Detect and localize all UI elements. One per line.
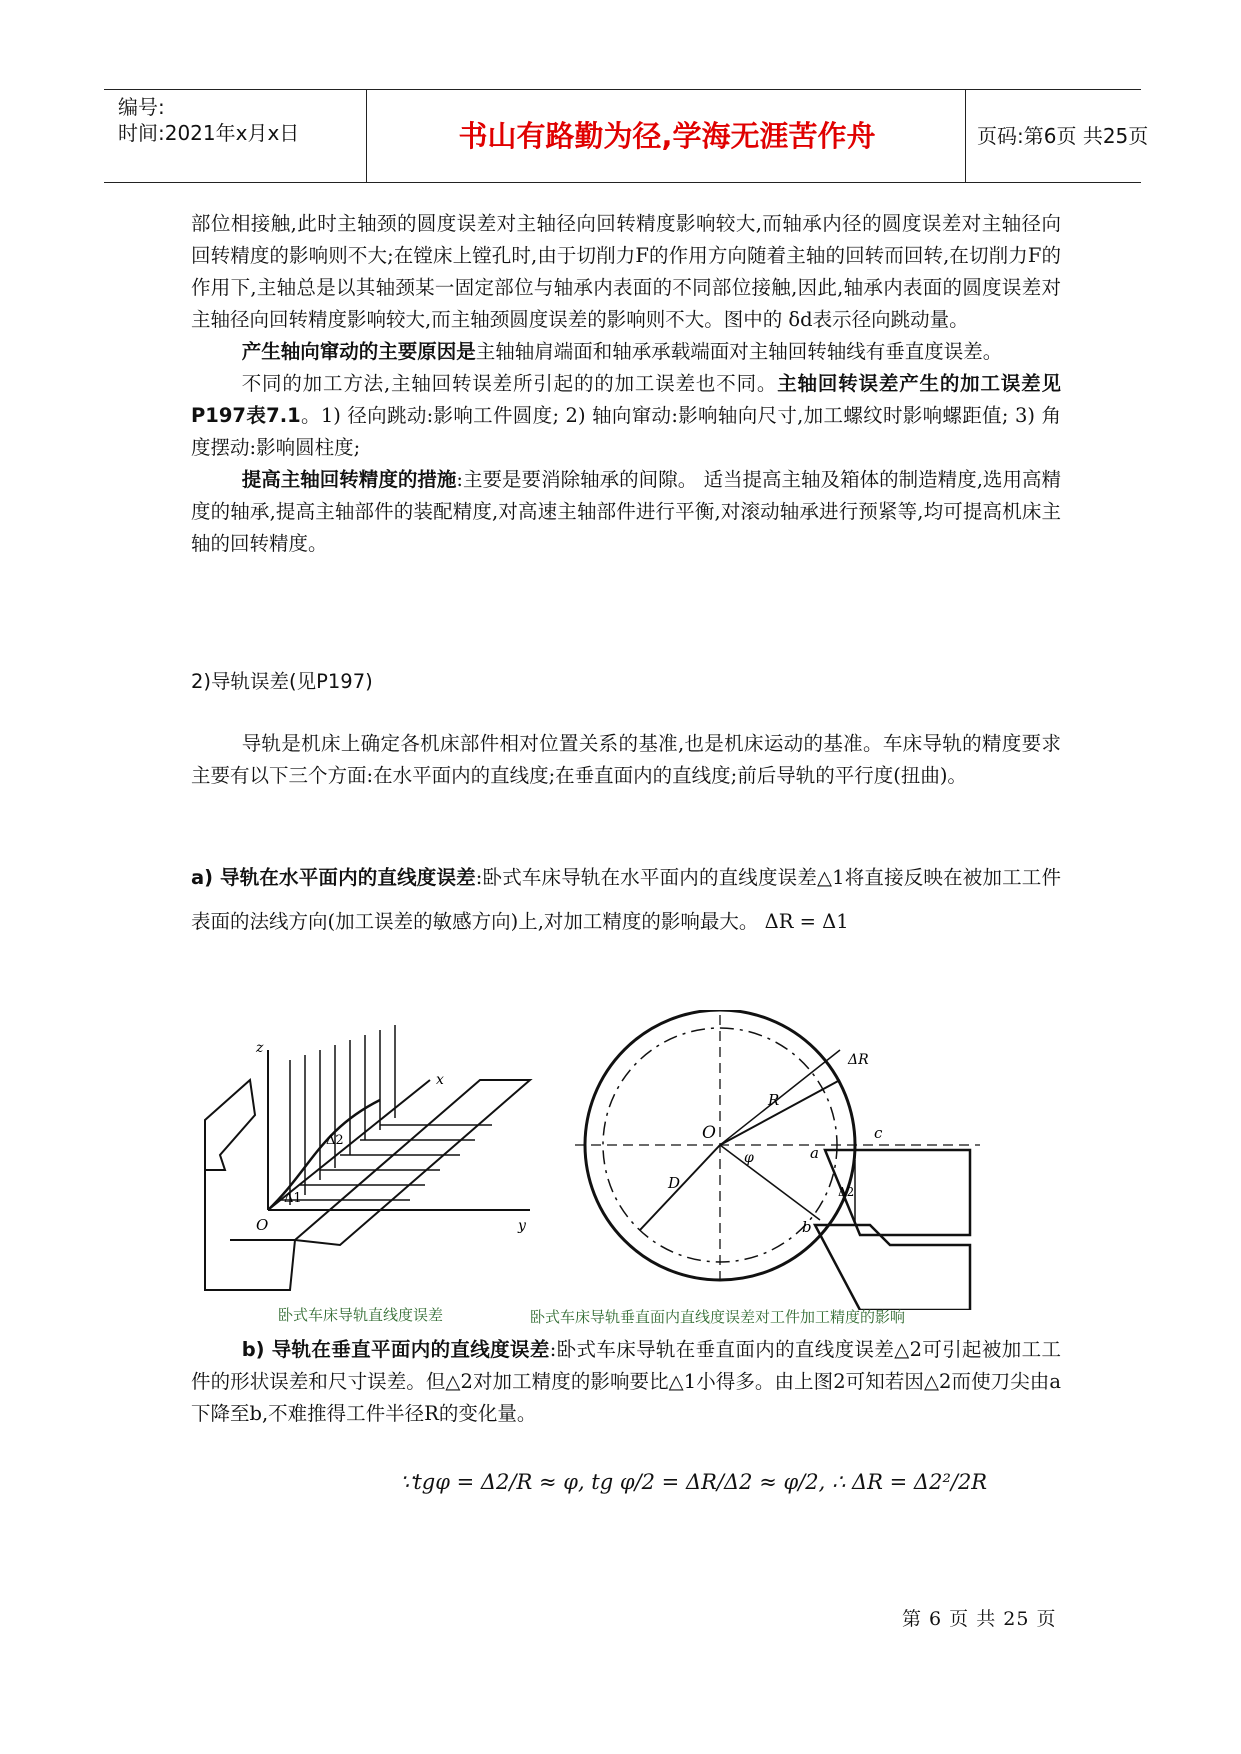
pb-label: b) 导轨在垂直平面内的直线度误差 (241, 1338, 550, 1361)
label-x: x (436, 1072, 444, 1088)
doc-time-label: 时间:2021年x月x日 (118, 121, 300, 145)
p2-rest: 主轴轴肩端面和轴承承载端面对主轴回转轴线有垂直度误差。 (475, 340, 1003, 363)
header-page-label: 页码:第6页 共25页 (977, 124, 1149, 148)
paragraph-5: 导轨是机床上确定各机床部件相对位置关系的基准,也是机床运动的基准。车床导轨的精度要求主要有以下三个方面:在水平面内的直线度;在垂直面内的直线度;前后导轨的平行度(扭曲)。 (191, 732, 1061, 787)
paragraph-2 (191, 336, 1061, 368)
radius-line-2 (720, 1050, 840, 1145)
label-d: D (668, 1174, 681, 1192)
phi-line (720, 1145, 820, 1220)
figure1-caption: 卧式车床导轨直线度误差 (278, 1306, 444, 1324)
paragraph-a (191, 856, 1061, 944)
figure-vertical-straightness (570, 1010, 990, 1310)
paragraph-b (191, 1334, 1061, 1430)
label-c: c (874, 1124, 883, 1142)
label-delta2b: Δ2 (838, 1185, 855, 1199)
label-dr: ΔR (848, 1052, 869, 1068)
paragraph-b-block (191, 1334, 1061, 1430)
paragraph-4 (191, 464, 1061, 560)
label-o: O (256, 1216, 269, 1234)
paragraph-1: 部位相接触,此时主轴颈的圆度误差对主轴径向回转精度影响较大,而轴承内径的圆度误差对主轴径向回转精度的影响则不大;在镗床上镗孔时,由于切削力F的作用方向随着主轴的回转而回转,在切削力F的作用下,主轴总是以其轴颈某一固定部位与轴承内表面的不同部位接触,因此,轴承内表面的圆度误差对主轴径向回转精度影响较大,而主轴颈圆度误差的影响则不大。图中的 δd表示径向跳动量。 (191, 212, 1061, 331)
heading-guide-error: 2)导轨误差(见P197) (191, 670, 373, 693)
label-b: b (802, 1218, 812, 1236)
label-delta2: Δ2 (326, 1133, 344, 1148)
p4-rest: :主要是要消除轴承的间隙。 适当提高主轴及箱体的制造精度,选用高精度的轴承,提高主轴部件的装配精度,对高速主轴部件进行平衡,对滚动轴承进行预紧等,均可提高机床主轴的回转精度。 (191, 468, 1061, 555)
p3-bold: 主轴回转误差产生的加工误差见P197表7.1 (191, 372, 1061, 427)
p3-rest: 。1) 径向跳动:影响工件圆度; 2) 轴向窜动:影响轴向尺寸,加工螺纹时影响螺距值; 3) 角度摆动:影响圆柱度; (191, 404, 1061, 459)
page-footer: 第 6 页 共 25 页 (902, 1608, 1057, 1630)
paragraph-guide-block (191, 728, 1061, 792)
header-meta (104, 90, 367, 182)
p3-a: 不同的加工方法,主轴回转误差所引起的的加工误差也不同。 (241, 372, 778, 395)
guide-rail-left (205, 1080, 255, 1170)
guide-plane (295, 1080, 530, 1245)
paragraph-a-block (191, 856, 1061, 944)
section-heading (191, 666, 1061, 698)
body-text-top (191, 208, 1061, 560)
label-z: z (256, 1040, 264, 1056)
figure-guide-straightness (200, 1020, 560, 1310)
label-phi: φ (744, 1150, 754, 1166)
label-o2: O (702, 1123, 716, 1143)
header-motto: 书山有路勤为径,学海无涯苦作舟 (369, 90, 966, 182)
pb-rest: :卧式车床导轨在垂直面内的直线度误差△2可引起被加工工件的形状误差和尺寸误差。但△2对加工精度的影响要比△1小得多。由上图2可知若因△2而使刀尖由a下降至b,不难推得工件半径R的变化量。 (191, 1338, 1061, 1425)
tool-lower (815, 1225, 970, 1310)
label-delta1: Δ1 (284, 1191, 302, 1206)
radius-line (720, 1080, 840, 1145)
page-header (104, 89, 1149, 183)
pa-formula: ΔR = Δ1 (764, 910, 849, 933)
label-r: R (768, 1091, 780, 1109)
formula: ∵tgφ = Δ2/R ≈ φ, tg φ/2 = ΔR/Δ2 ≈ φ/2, ∴ ΔR = Δ2²/2R (400, 1470, 988, 1494)
p4-bold: 提高主轴回转精度的措施 (241, 468, 457, 491)
label-a: a (810, 1144, 819, 1162)
guide-base (205, 1170, 295, 1290)
pa-rest: :卧式车床导轨在水平面内的直线度误差△1将直接反映在被加工工件表面的法线方向(加工误差的敏感方向)上,对加工精度的影响最大。 (191, 866, 1061, 933)
figure2-caption: 卧式车床导轨垂直面内直线度误差对工件加工精度的影响 (530, 1308, 906, 1326)
paragraph-3 (191, 368, 1061, 464)
pa-label: a) 导轨在水平面内的直线度误差 (191, 866, 476, 889)
p2-bold: 产生轴向窜动的主要原因是 (241, 340, 476, 363)
doc-number-label: 编号: (118, 95, 165, 119)
label-y: y (518, 1218, 526, 1234)
